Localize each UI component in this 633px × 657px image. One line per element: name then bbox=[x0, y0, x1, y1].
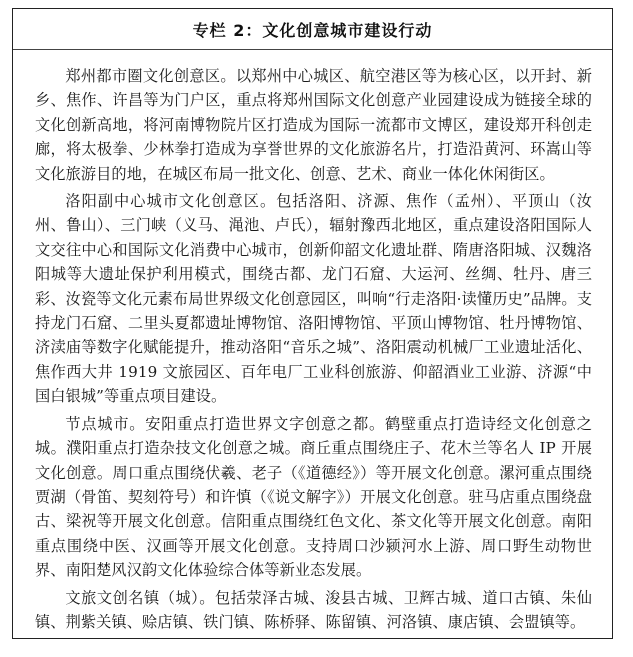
paragraph-towns: 文旅文创名镇（城）。包括荥泽古城、浚县古城、卫辉古城、道口古镇、朱仙镇、荆紫关镇、赊店镇、铁门镇、陈桥驿、陈留镇、河洛镇、康店镇、会盟镇等。 bbox=[35, 588, 592, 631]
paragraph-node-cities: 节点城市。安阳重点打造世界文字创意之都。鹤壁重点打造诗经文化创意之城。濮阳重点打造杂技文化创意之城。商丘重点围绕庄子、花木兰等名人 IP 开展文化创意。周口重点围绕伏羲、老子（《道德经》）等开展文化创意。漯河重点围绕贾湖（骨笛、契刻符号）和许慎（《说文解字》）开展文化创意。驻马店重点围绕盘古、梁祝等开展文化创意。信阳重点围绕红色文化、茶文化等开展文化创意。南阳重点围绕中医、汉画等开展文化创意。支持周口沙颍河水上游、周口野生动物世界、南阳楚风汉韵文化体验综合体等新业态发展。 bbox=[35, 414, 592, 580]
column-box bbox=[12, 8, 613, 639]
column-body bbox=[13, 50, 612, 634]
paragraph-luoyang: 洛阳副中心城市文化创意区。包括洛阳、济源、焦作（孟州）、平顶山（汝州、鲁山）、三门峡（义马、渑池、卢氏），辐射豫西北地区，重点建设洛阳国际人文交往中心和国际文化消费中心城市，创新仰韶文化遗址群、隋唐洛阳城、汉魏洛阳城等大遗址保护利用模式，围绕古都、龙门石窟、大运河、丝绸、牡丹、唐三彩、汝瓷等文化元素布局世界级文化创意园区，叫响“行走洛阳·读懂历史”品牌。支持龙门石窟、二里头夏都遗址博物馆、洛阳博物馆、平顶山博物馆、牡丹博物馆、济渎庙等数字化赋能提升，推动洛阳“音乐之城”、洛阳震动机械厂工业遗址活化、焦作西大井 1919 文旅园区、百年电厂工业科创旅游、仰韶酒业工业游、济源“中国白银城”等重点项目建设。 bbox=[35, 192, 592, 406]
column-header bbox=[13, 9, 612, 50]
paragraph-zhengzhou: 郑州都市圈文化创意区。以郑州中心城区、航空港区等为核心区，以开封、新乡、焦作、许昌等为门户区，重点将郑州国际文化创意产业园建设成为链接全球的文化创新高地，将河南博物院片区打造成为国际一流都市文博区，建设郑开科创走廊，将太极拳、少林拳打造成为享誉世界的文化旅游名片，打造沿黄河、环嵩山等文化旅游目的地，在城区布局一批文化、创意、艺术、商业一体化休闲街区。 bbox=[35, 67, 592, 183]
column-title: 专栏 2：文化创意城市建设行动 bbox=[192, 20, 433, 40]
